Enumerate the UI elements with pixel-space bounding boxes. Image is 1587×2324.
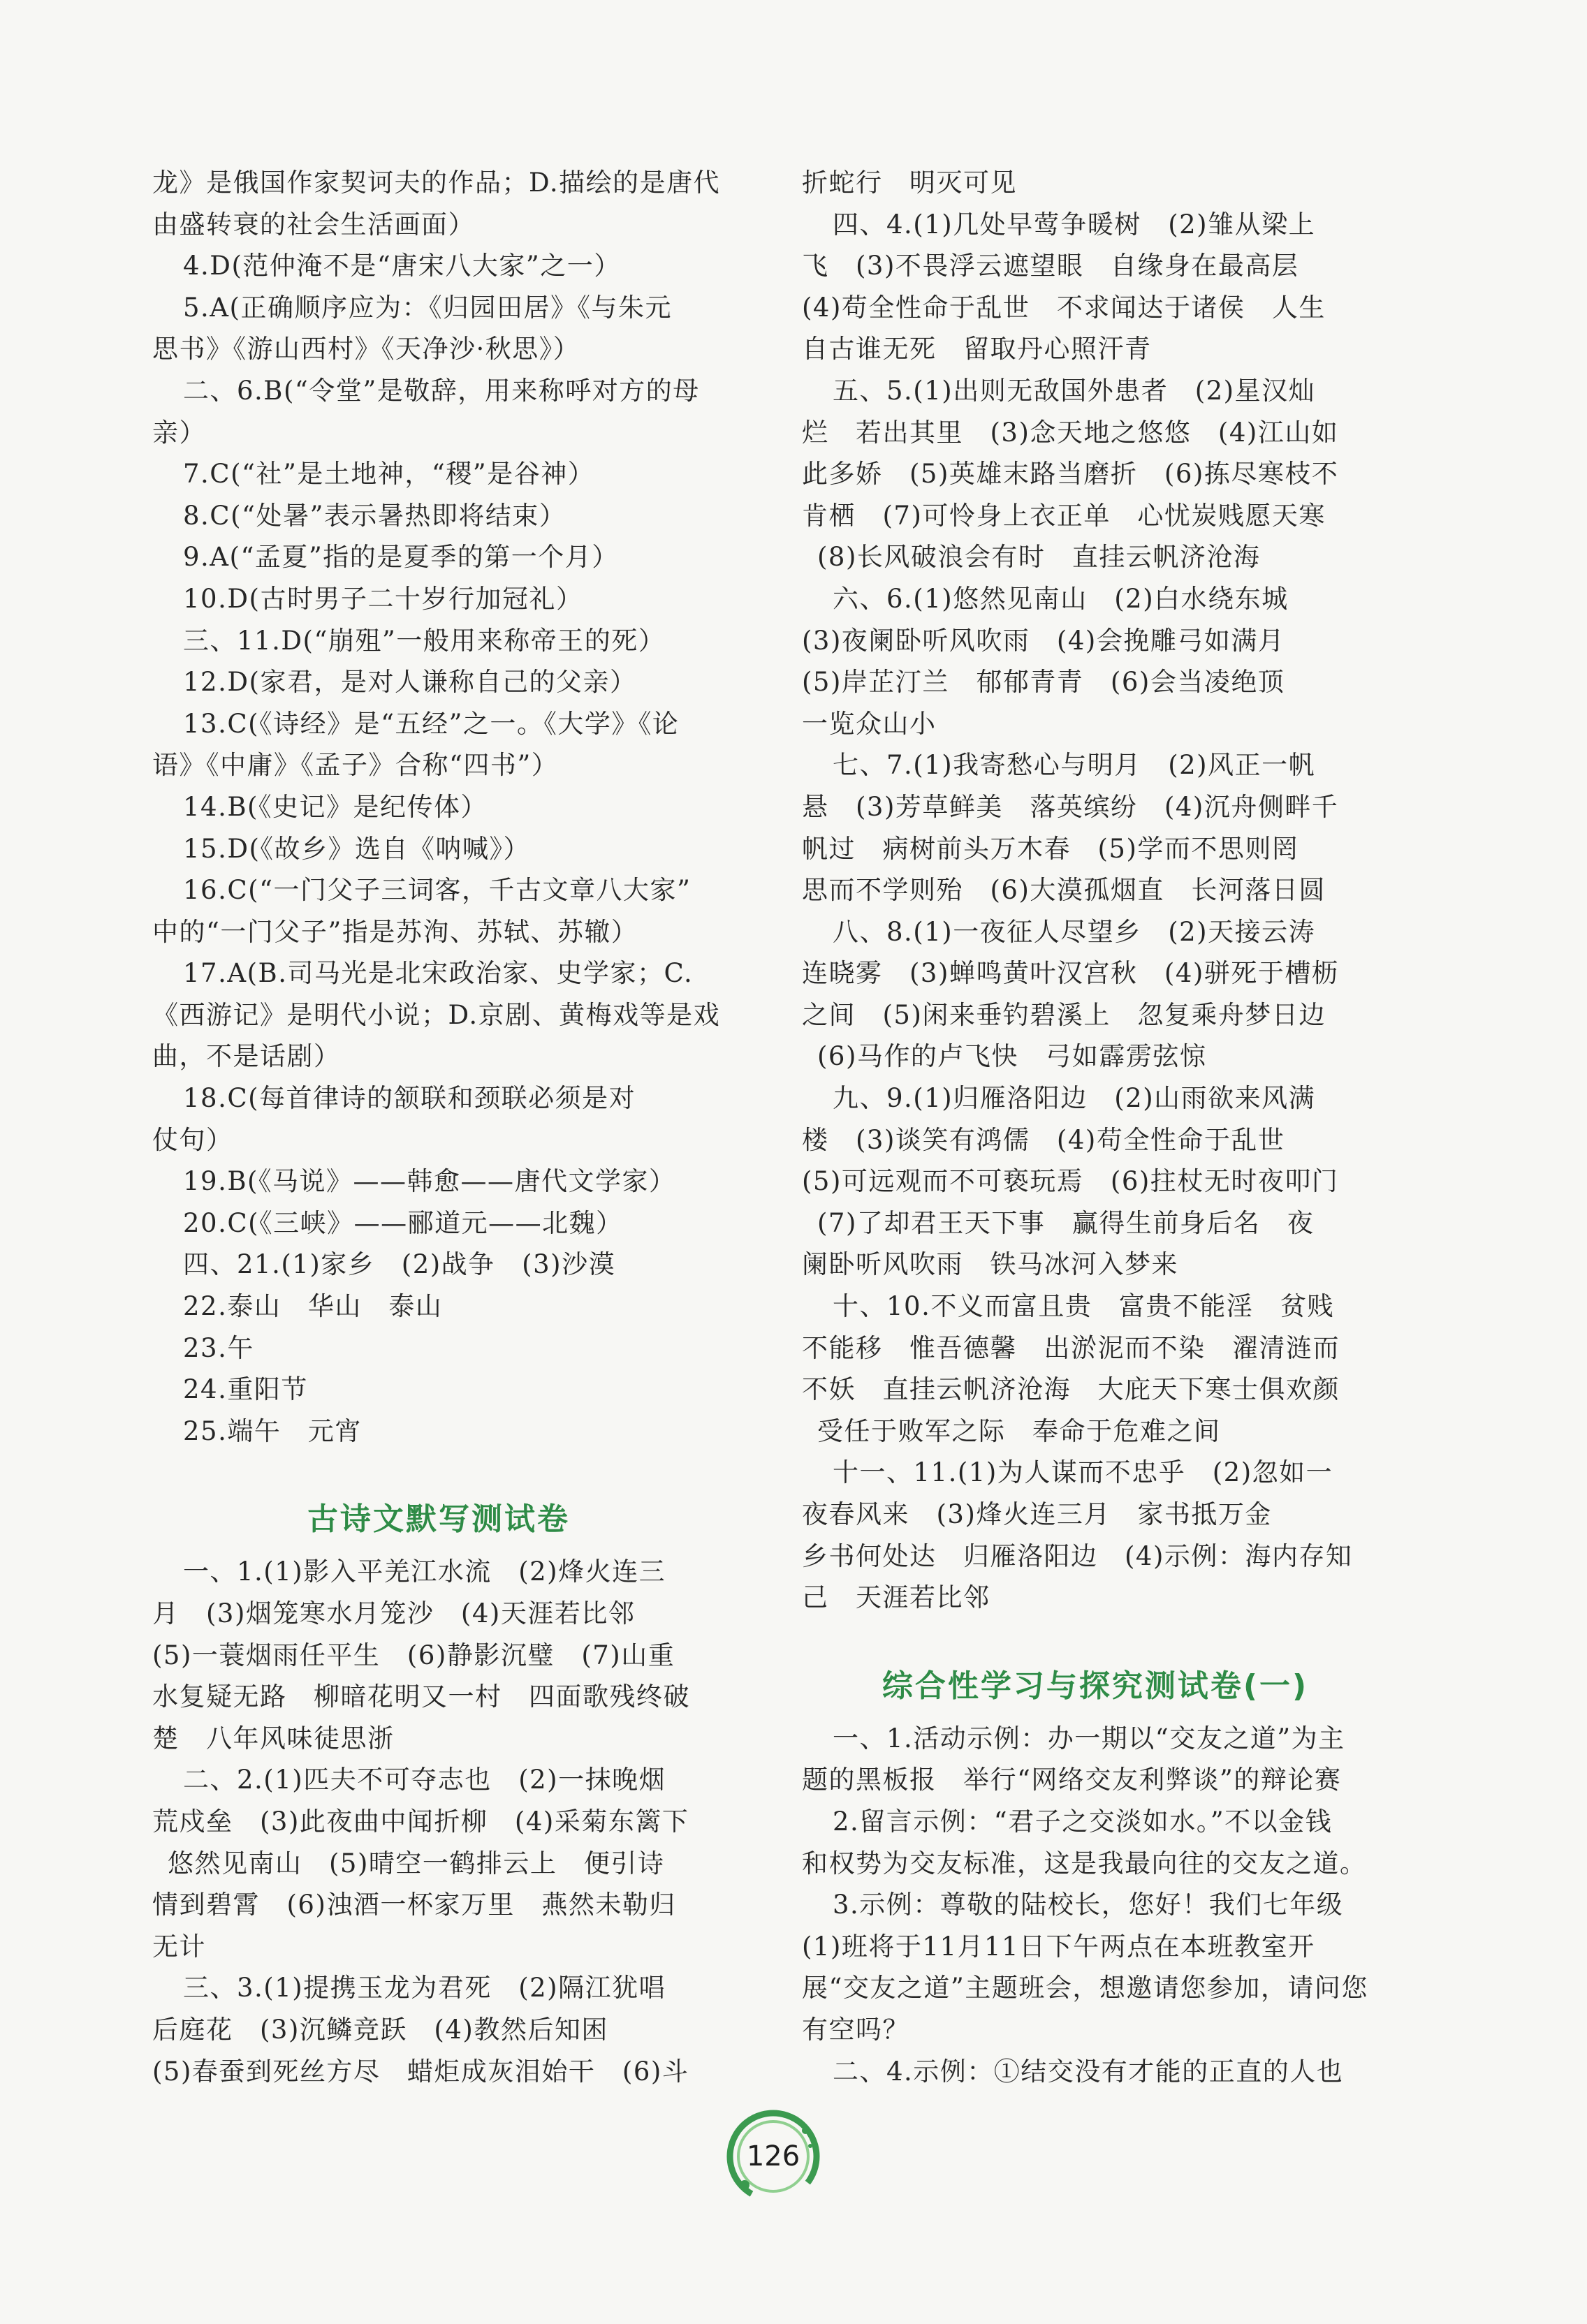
answer-line: 无计 — [152, 1931, 206, 1962]
answer-line: (6)马作的卢飞快 弓如霹雳弦惊 — [817, 1041, 1207, 1072]
answer-line: 14.B(《史记》是纪传体） — [183, 791, 488, 822]
answer-line: (5)一蓑烟雨任平生 (6)静影沉璧 (7)山重 — [152, 1640, 675, 1670]
answer-line: 阑卧听风吹雨 铁马冰河入梦来 — [802, 1249, 1178, 1280]
answer-line: 七、7.(1)我寄愁心与明月 (2)风正一帆 — [833, 750, 1316, 781]
answer-line: 四、4.(1)几处早莺争暖树 (2)雏从梁上 — [833, 209, 1316, 240]
answer-line: 中的“一门父子”指是苏洵、苏轼、苏辙） — [152, 916, 638, 947]
answer-line: 十、10.不义而富且贵 富贵不能淫 贫贱 — [833, 1291, 1334, 1322]
answer-line: (4)苟全性命于乱世 不求闻达于诸侯 人生 — [802, 292, 1326, 323]
answer-line: 思书》《游山西村》《天净沙·秋思》） — [152, 334, 580, 365]
left-column — [152, 162, 725, 2092]
answer-line: (5)春蚕到死丝方尽 蜡炬成灰泪始干 (6)斗 — [152, 2056, 689, 2087]
answer-line: 2.留言示例：“君子之交淡如水。”不以金钱 — [833, 1806, 1333, 1837]
answer-line: 不妖 直挂云帆济沧海 大庇天下寒士俱欢颜 — [802, 1374, 1340, 1405]
answer-line: 自古谁无死 留取丹心照汗青 — [802, 334, 1152, 365]
answer-line: 4.D(范仲淹不是“唐宋八大家”之一） — [183, 251, 621, 281]
answer-line: 四、21.(1)家乡 (2)战争 (3)沙漠 — [183, 1249, 616, 1280]
answer-line: 由盛转衰的社会生活画面） — [152, 209, 475, 240]
answer-line: 二、2.(1)匹夫不可夺志也 (2)一抹晚烟 — [183, 1765, 666, 1795]
answer-line: 18.C(每首律诗的颔联和颈联必须是对 — [183, 1083, 636, 1114]
answer-line: 15.D(《故乡》选自《呐喊》） — [183, 833, 530, 864]
answer-line: (5)可远观而不可亵玩焉 (6)拄杖无时夜叩门 — [802, 1166, 1339, 1197]
answer-line: 连晓雾 (3)蝉鸣黄叶汉宫秋 (4)骈死于槽枥 — [802, 958, 1339, 989]
answer-line: 亲） — [152, 417, 206, 448]
answer-line: 八、8.(1)一夜征人尽望乡 (2)天接云涛 — [833, 916, 1316, 947]
answer-line: 三、3.(1)提携玉龙为君死 (2)隔江犹唱 — [183, 1973, 666, 2003]
page-number: 126 — [746, 2140, 800, 2172]
answer-line: 25.端午 元宵 — [183, 1415, 362, 1446]
answer-line: 后庭花 (3)沉鳞竞跃 (4)教然后知困 — [152, 2014, 608, 2045]
answer-line: 17.A(B.司马光是北宋政治家、史学家；C. — [183, 958, 694, 989]
section-title: 古诗文默写测试卷 — [307, 1501, 570, 1538]
answer-line: (3)夜阑卧听风吹雨 (4)会挽雕弓如满月 — [802, 625, 1285, 656]
answer-line: 一、1.活动示例：办一期以“交友之道”为主 — [833, 1723, 1345, 1753]
answer-line: (5)岸芷汀兰 郁郁青青 (6)会当凌绝顶 — [802, 667, 1285, 698]
answer-line: 楚 八年风味徒思浙 — [152, 1723, 395, 1753]
answer-line: (8)长风破浪会有时 直挂云帆济沧海 — [817, 542, 1261, 573]
answer-line: 九、9.(1)归雁洛阳边 (2)山雨欲来风满 — [833, 1083, 1316, 1114]
answer-line: (1)班将于11月11日下午两点在本班教室开 — [802, 1931, 1315, 1962]
answer-line: 和权势为交友标准，这是我最向往的交友之道。 — [802, 1848, 1367, 1878]
answer-line: 仗句） — [152, 1124, 233, 1155]
answer-line: 9.A(“孟夏”指的是夏季的第一个月） — [183, 542, 619, 573]
answer-line: 一览众山小 — [802, 708, 937, 739]
answer-line: 20.C(《三峡》——郦道元——北魏） — [183, 1207, 623, 1238]
answer-line: 乡书何处达 归雁洛阳边 (4)示例：海内存知 — [802, 1540, 1353, 1571]
answer-line: 《西游记》是明代小说；D.京剧、黄梅戏等是戏 — [152, 999, 721, 1030]
answer-line: 22.泰山 华山 泰山 — [183, 1291, 443, 1322]
answer-line: 思而不学则殆 (6)大漠孤烟直 长河落日圆 — [802, 875, 1326, 906]
answer-line: 题的黑板报 举行“网络交友利弊谈”的辩论赛 — [802, 1765, 1342, 1795]
answer-line: 语》《中庸》《孟子》合称“四书”） — [152, 750, 559, 781]
answer-line: 12.D(家君，是对人谦称自己的父亲） — [183, 667, 637, 698]
answer-line: 飞 (3)不畏浮云遮望眼 自缘身在最高层 — [802, 251, 1299, 281]
answer-line: 一、1.(1)影入平羌江水流 (2)烽火连三 — [183, 1557, 666, 1587]
right-column — [802, 162, 1389, 2092]
answer-line: 19.B(《马说》——韩愈——唐代文学家） — [183, 1166, 676, 1197]
answer-line: 8.C(“处暑”表示暑热即将结束） — [183, 500, 566, 531]
answer-line: 悬 (3)芳草鲜美 落英缤纷 (4)沉舟侧畔千 — [802, 791, 1339, 822]
answer-line: 展“交友之道”主题班会，想邀请您参加，请问您 — [802, 1973, 1368, 2003]
answer-line: 夜春风来 (3)烽火连三月 家书抵万金 — [802, 1499, 1272, 1529]
answer-line: 三、11.D(“崩殂”一般用来称帝王的死） — [183, 625, 666, 656]
answer-line: 曲，不是话剧） — [152, 1041, 341, 1072]
answer-line: (7)了却君王天下事 赢得生前身后名 夜 — [817, 1207, 1315, 1238]
answer-line: 3.示例：尊敬的陆校长，您好！我们七年级 — [833, 1890, 1344, 1920]
answer-line: 二、6.B(“令堂”是敬辞，用来称呼对方的母 — [183, 375, 700, 406]
answer-line: 此多娇 (5)英雄末路当磨折 (6)拣尽寒枝不 — [802, 459, 1339, 490]
answer-line: 二、4.示例：①结交没有才能的正直的人也 — [833, 2056, 1344, 2087]
answer-line: 13.C(《诗经》是“五经”之一。《大学》《论 — [183, 708, 680, 739]
answer-line: 六、6.(1)悠然见南山 (2)白水绕东城 — [833, 583, 1289, 614]
answer-line: 楼 (3)谈笑有鸿儒 (4)苟全性命于乱世 — [802, 1124, 1285, 1155]
answer-line: 水复疑无路 柳暗花明又一村 四面歌残终破 — [152, 1682, 690, 1712]
answer-line: 7.C(“社”是土地神，“稷”是谷神） — [183, 459, 595, 490]
answer-line: 烂 若出其里 (3)念天地之悠悠 (4)江山如 — [802, 417, 1339, 448]
answer-line: 23.午 — [183, 1332, 254, 1363]
answer-line: 16.C(“一门父子三词客，千古文章八大家” — [183, 875, 692, 906]
answer-line: 有空吗？ — [802, 2014, 909, 2045]
answer-line: 己 天涯若比邻 — [802, 1582, 990, 1613]
answer-line: 悠然见南山 (5)晴空一鹤排云上 便引诗 — [168, 1848, 665, 1878]
section-gap — [802, 1619, 1389, 1648]
answer-line: 情到碧霄 (6)浊酒一杯家万里 燕然未勒归 — [152, 1890, 676, 1920]
answer-line: 十一、11.(1)为人谋而不忠乎 (2)忽如一 — [833, 1457, 1333, 1488]
answer-line: 受任于败军之际 奉命于危难之间 — [817, 1415, 1221, 1446]
answer-line: 月 (3)烟笼寒水月笼沙 (4)天涯若比邻 — [152, 1598, 636, 1628]
answer-line: 五、5.(1)出则无敌国外患者 (2)星汉灿 — [833, 375, 1316, 406]
answer-line: 10.D(古时男子二十岁行加冠礼） — [183, 583, 583, 614]
section-gap — [152, 1452, 725, 1481]
answer-line: 之间 (5)闲来垂钓碧溪上 忽复乘舟梦日边 — [802, 999, 1326, 1030]
answer-line: 24.重阳节 — [183, 1374, 308, 1405]
answer-line: 肯栖 (7)可怜身上衣正单 心忧炭贱愿天寒 — [802, 500, 1326, 531]
answer-line: 不能移 惟吾德馨 出淤泥而不染 濯清涟而 — [802, 1332, 1340, 1363]
answer-line: 龙》是俄国作家契诃夫的作品；D.描绘的是唐代 — [152, 168, 721, 198]
section-title: 综合性学习与探究测试卷(一) — [882, 1668, 1309, 1704]
answer-line: 5.A(正确顺序应为：《归园田居》《与朱元 — [183, 292, 672, 323]
answer-line: 荒戍垒 (3)此夜曲中闻折柳 (4)采菊东篱下 — [152, 1806, 689, 1837]
answer-line: 折蛇行 明灭可见 — [802, 168, 1017, 198]
answer-line: 帆过 病树前头万木春 (5)学而不思则罔 — [802, 833, 1299, 864]
